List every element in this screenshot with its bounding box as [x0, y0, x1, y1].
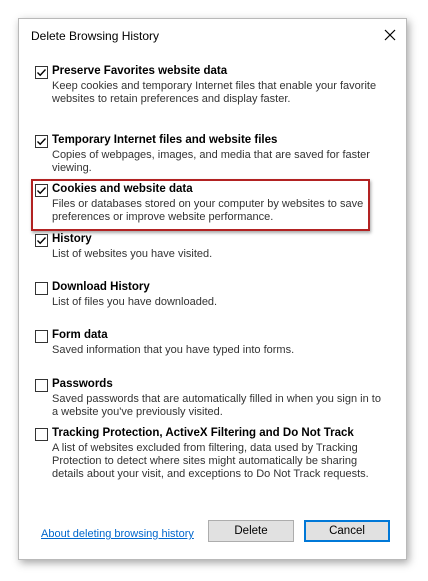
form-data-checkbox[interactable] [35, 330, 48, 343]
option-label[interactable]: Download History [52, 281, 150, 293]
option-description: Saved passwords that are automatically filled in when you sign in to a website you've previously visited. [52, 393, 381, 418]
option-label[interactable]: History [52, 233, 92, 245]
option-label[interactable]: Cookies and website data [52, 183, 193, 195]
option-description: A list of websites excluded from filtering, data used by Tracking Protection to detect where sites might automatically be sharing details about your visit, and exceptions to Do Not Track requests. [52, 442, 369, 480]
delete-button[interactable]: Delete [208, 520, 294, 542]
option-label[interactable]: Passwords [52, 378, 113, 390]
download-history-checkbox[interactable] [35, 282, 48, 295]
cookies-checkbox[interactable] [35, 184, 48, 197]
title-bar [19, 19, 406, 53]
option-description: Copies of webpages, images, and media that are saved for faster viewing. [52, 149, 370, 174]
option-description: Saved information that you have typed into forms. [52, 344, 295, 356]
option-description: List of files you have downloaded. [52, 296, 218, 308]
option-description: Keep cookies and temporary Internet files that enable your favorite websites to retain preferences and display faster. [52, 80, 377, 105]
option-description: Files or databases stored on your computer by websites to save preferences or improve website performance. [52, 198, 364, 223]
option-label[interactable]: Tracking Protection, ActiveX Filtering and Do Not Track [52, 427, 354, 439]
cancel-button[interactable]: Cancel [304, 520, 390, 542]
history-checkbox[interactable] [35, 234, 48, 247]
checkmark-icon [36, 185, 47, 196]
delete-browsing-history-dialog [18, 18, 407, 560]
preserve-favorites-checkbox[interactable] [35, 66, 48, 79]
tracking-protection-checkbox[interactable] [35, 428, 48, 441]
close-icon [380, 25, 400, 45]
dialog-title: Delete Browsing History [31, 29, 160, 43]
checkmark-icon [36, 136, 47, 147]
option-label[interactable]: Preserve Favorites website data [52, 65, 228, 77]
close-button[interactable] [380, 25, 400, 45]
about-deleting-history-link[interactable]: About deleting browsing history [41, 528, 194, 540]
option-label[interactable]: Temporary Internet files and website files [52, 134, 278, 146]
temporary-files-checkbox[interactable] [35, 135, 48, 148]
option-description: List of websites you have visited. [52, 248, 213, 260]
checkmark-icon [36, 67, 47, 78]
passwords-checkbox[interactable] [35, 379, 48, 392]
checkmark-icon [36, 235, 47, 246]
option-label[interactable]: Form data [52, 329, 108, 341]
